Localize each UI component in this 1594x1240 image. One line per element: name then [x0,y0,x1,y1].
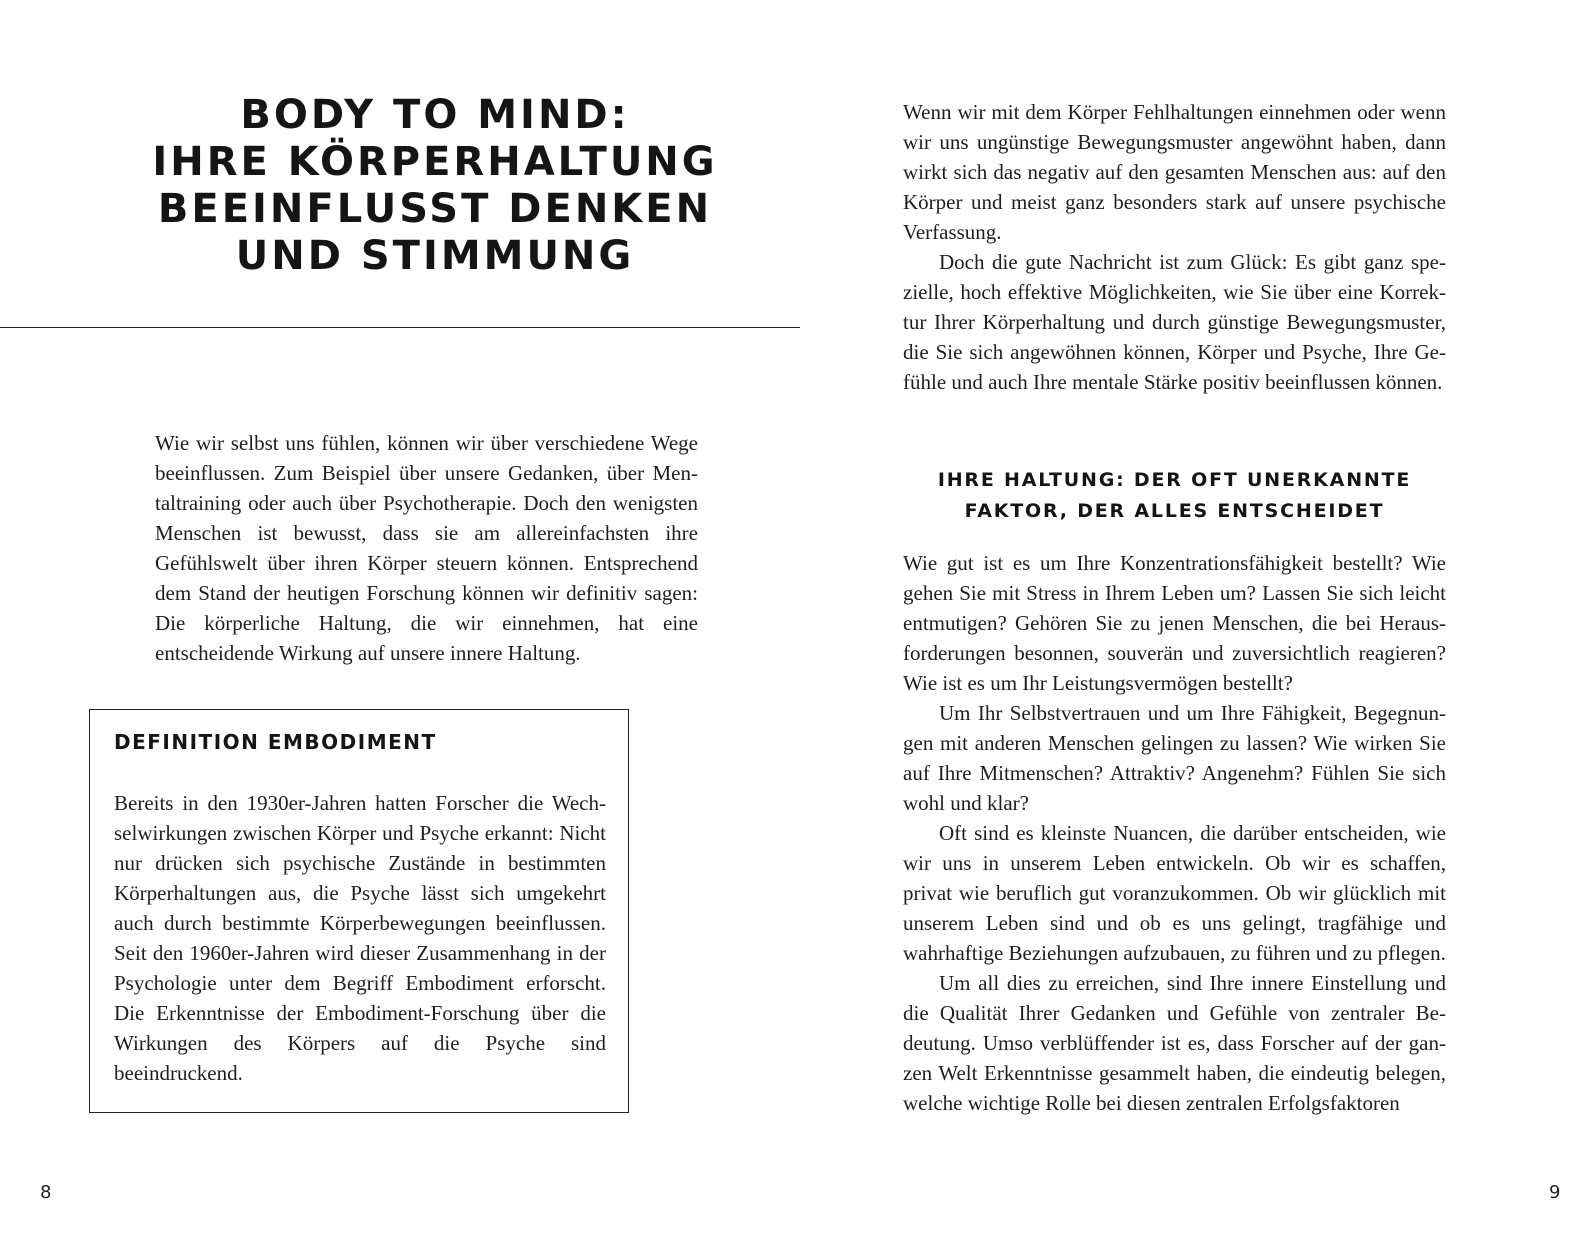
right-page [797,0,1594,1240]
section-heading-line: FAKTOR, DER ALLES ENTSCHEIDET [964,500,1385,522]
definition-box [89,709,629,1113]
chapter-title-line: BEEINFLUSST DENKEN [157,186,713,232]
intro-paragraph: Wie wir selbst uns fühlen, können wir über verschiedene Wege beeinflussen. Zum Beispiel über unsere Gedanken, über Mentaltraining oder auch über Psychotherapie. Doch den wenigsten Menschen ist bewusst, dass sie am allereinfachsten ihre Gefühlswelt über ihren Körper steuern können. Entsprechend dem Stand der heutigen Forschung können wir definitiv sagen: Die körperliche Haltung, die wir einnehmen, hat eine entscheidende Wirkung auf unsere innere Haltung. [155,431,698,665]
chapter-title-line: UND STIMMUNG [235,233,635,279]
section-heading-line: IHRE HALTUNG: DER OFT UNERKANNTE [937,469,1412,491]
section-text [903,548,1446,1118]
page-number-right: 9 [1549,1182,1561,1203]
chapter-title-line: IHRE KÖRPERHALTUNG [152,139,718,185]
title-divider [0,327,800,328]
section-heading [903,465,1446,527]
page-number-left: 8 [40,1182,52,1203]
chapter-title-line: BODY TO MIND: [240,92,630,138]
opening-text [903,97,1446,397]
paragraph: Wie gut ist es um Ihre Konzentrationsfähigkeit bestellt? Wie gehen Sie mit Stress in Ihrem Leben um? Lassen Sie sich leicht entmutigen? Gehören Sie zu jenen Menschen, die bei Herausforderungen besonnen, souverän und zuversichtlich reagieren? Wie ist es um Ihr Leistungsvermögen bestellt? [903,551,1446,695]
definition-text: Bereits in den 1930er-Jahren hatten Forscher die Wechselwirkungen zwischen Körper und Psyche erkannt: Nicht nur drücken sich psychische Zustände in bestimmten Körperhaltungen aus, die Psyche lässt sich umgekehrt auch durch bestimmte Körperbewegungen beeinflussen. Seit den 1960er-Jahren wird dieser Zusammenhang in der Psychologie unter dem Begriff Embodiment erforscht. Die Erkenntnisse der Embodiment-Forschung über die Wirkungen des Körpers auf die Psyche sind beeindruckend. [114,791,606,1085]
chapter-title [0,92,870,280]
paragraph: Wenn wir mit dem Körper Fehlhaltungen einnehmen oder wenn wir uns ungünstige Bewegungsmuster angewöhnt haben, dann wirkt sich das negativ auf den gesamten Menschen aus: auf den Körper und meist ganz besonders stark auf unsere psychische Verfassung. [903,100,1446,244]
paragraph: Um Ihr Selbstvertrauen und um Ihre Fähigkeit, Begegnungen mit anderen Menschen gelingen zu lassen? Wie wirken Sie auf Ihre Mitmenschen? Attraktiv? Angenehm? Fühlen Sie sich wohl und klar? [903,701,1446,815]
definition-heading: DEFINITION EMBODIMENT [114,730,437,754]
paragraph: Oft sind es kleinste Nuancen, die darüber entscheiden, wie wir uns in unserem Leben entwickeln. Ob wir es schaffen, privat wie beruflich gut voranzukommen. Ob wir glücklich mit unserem Leben sind und ob es uns gelingt, tragfähige und wahrhaftige Beziehungen aufzubauen, zu führen und zu pflegen. [903,821,1446,965]
paragraph: Um all dies zu erreichen, sind Ihre innere Einstellung und die Qualität Ihrer Gedanken und Gefühle von zentraler Bedeutung. Umso verblüffender ist es, dass Forscher auf der ganzen Welt Erkenntnisse gesammelt haben, die eindeutig belegen, welche wichtige Rolle bei diesen zentralen Erfolgsfaktoren [903,971,1446,1115]
paragraph: Doch die gute Nachricht ist zum Glück: Es gibt ganz spezielle, hoch effektive Möglichkeiten, wie Sie über eine Korrektur Ihrer Körperhaltung und durch günstige Bewegungsmuster, die Sie sich angewöhnen können, Körper und Psyche, Ihre Gefühle und auch Ihre mentale Stärke positiv beeinflussen können. [903,250,1446,394]
